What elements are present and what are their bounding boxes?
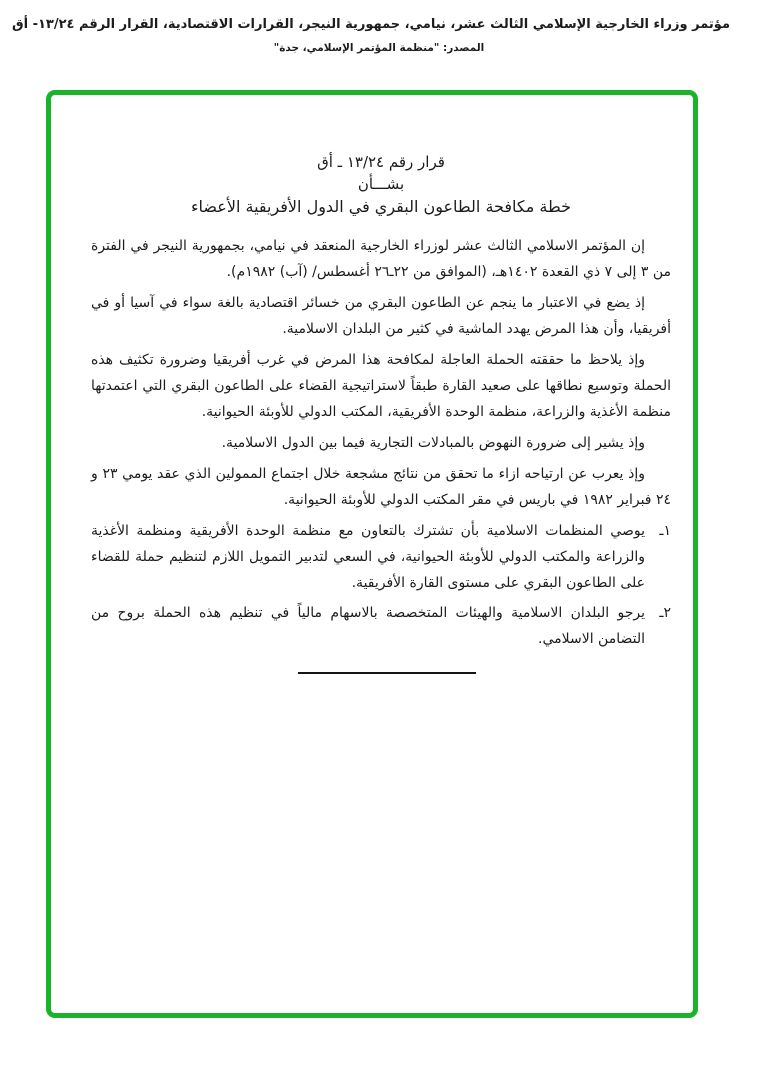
- item-text: يرجو البلدان الاسلامية والهيئات المتخصصة بالاسهام مالياً في تنظيم هذه الحملة بروح من التضامن الاسلامي.: [91, 605, 645, 647]
- resolution-subject-word: بشـــأن: [357, 175, 405, 193]
- header-source: المصدر: "منظمة المؤتمر الإسلامي، جدة": [273, 42, 485, 54]
- resolution-title: خطة مكافحة الطاعون البقري في الدول الأفريقية الأعضاء: [191, 197, 571, 216]
- paragraph-considering: إذ يضع في الاعتبار ما ينجم عن الطاعون البقري من خسائر اقتصادية بالغة سواء في آسيا أو في أفريقيا، وأن هذا المرض يهدد الماشية في كثير من البلدان الاسلامية.: [91, 295, 671, 337]
- document-content: [91, 151, 671, 674]
- paragraph-pointing: وإذ يشير إلى ضرورة النهوض بالمبادلات التجارية فيما بين الدول الاسلامية.: [221, 435, 645, 451]
- item-text: يوصي المنظمات الاسلامية بأن تشترك بالتعاون مع منظمة الوحدة الأفريقية ومنظمة الأغذية والزراعة والمكتب الدولي للأوبئة الحيوانية، في السعي لتدبير التمويل اللازم لتنظيم حملة للقضاء على الطاعون البقري على مستوى القارة الأفريقية.: [91, 523, 645, 591]
- header-citation: مؤتمر وزراء الخارجية الإسلامي الثالث عشر، نيامي، جمهورية النيجر، القرارات الاقتصادية، القرار الرقم ١٣/٢٤- أق: [11, 17, 730, 32]
- end-divider-line: [298, 672, 476, 674]
- paragraph-expressing: وإذ يعرب عن ارتياحه ازاء ما تحقق من نتائج مشجعة خلال اجتماع الممولين الذي عقد يومي ٢٣ و ٢٤ فبراير ١٩٨٢ في باريس في مقر المكتب الدولي للأوبئة الحيوانية.: [91, 466, 671, 508]
- paragraph-noting: وإذ يلاحظ ما حققته الحملة العاجلة لمكافحة هذا المرض في غرب أفريقيا وضرورة تكثيف هذه الحملة وتوسيع نطاقها على صعيد القارة طبقاً لاستراتيجية القضاء على الطاعون البقري التي اعتمدتها منظمة الأغذية والزراعة، منظمة الوحدة الأفريقية، المكتب الدولي للأوبئة الحيوانية.: [91, 352, 671, 420]
- page-header: [11, 16, 730, 56]
- resolution-number-line: قرار رقم ١٣/٢٤ ـ أق: [317, 153, 445, 171]
- numbered-item: [91, 518, 671, 596]
- title-block: [91, 151, 671, 219]
- item-number: ٢ـ: [659, 605, 671, 621]
- paragraph-preamble: إن المؤتمر الاسلامي الثالث عشر لوزراء الخارجية المنعقد في نيامي، بجمهورية النيجر في الفترة من ٣ إلى ٧ ذي القعدة ١٤٠٢هـ، (الموافق من ٢٢ـ٢٦ أغسطس/ (آب) ١٩٨٢م).: [91, 238, 671, 280]
- numbered-item: [91, 600, 671, 652]
- item-number: ١ـ: [659, 523, 671, 539]
- document-border-frame: [46, 90, 698, 1018]
